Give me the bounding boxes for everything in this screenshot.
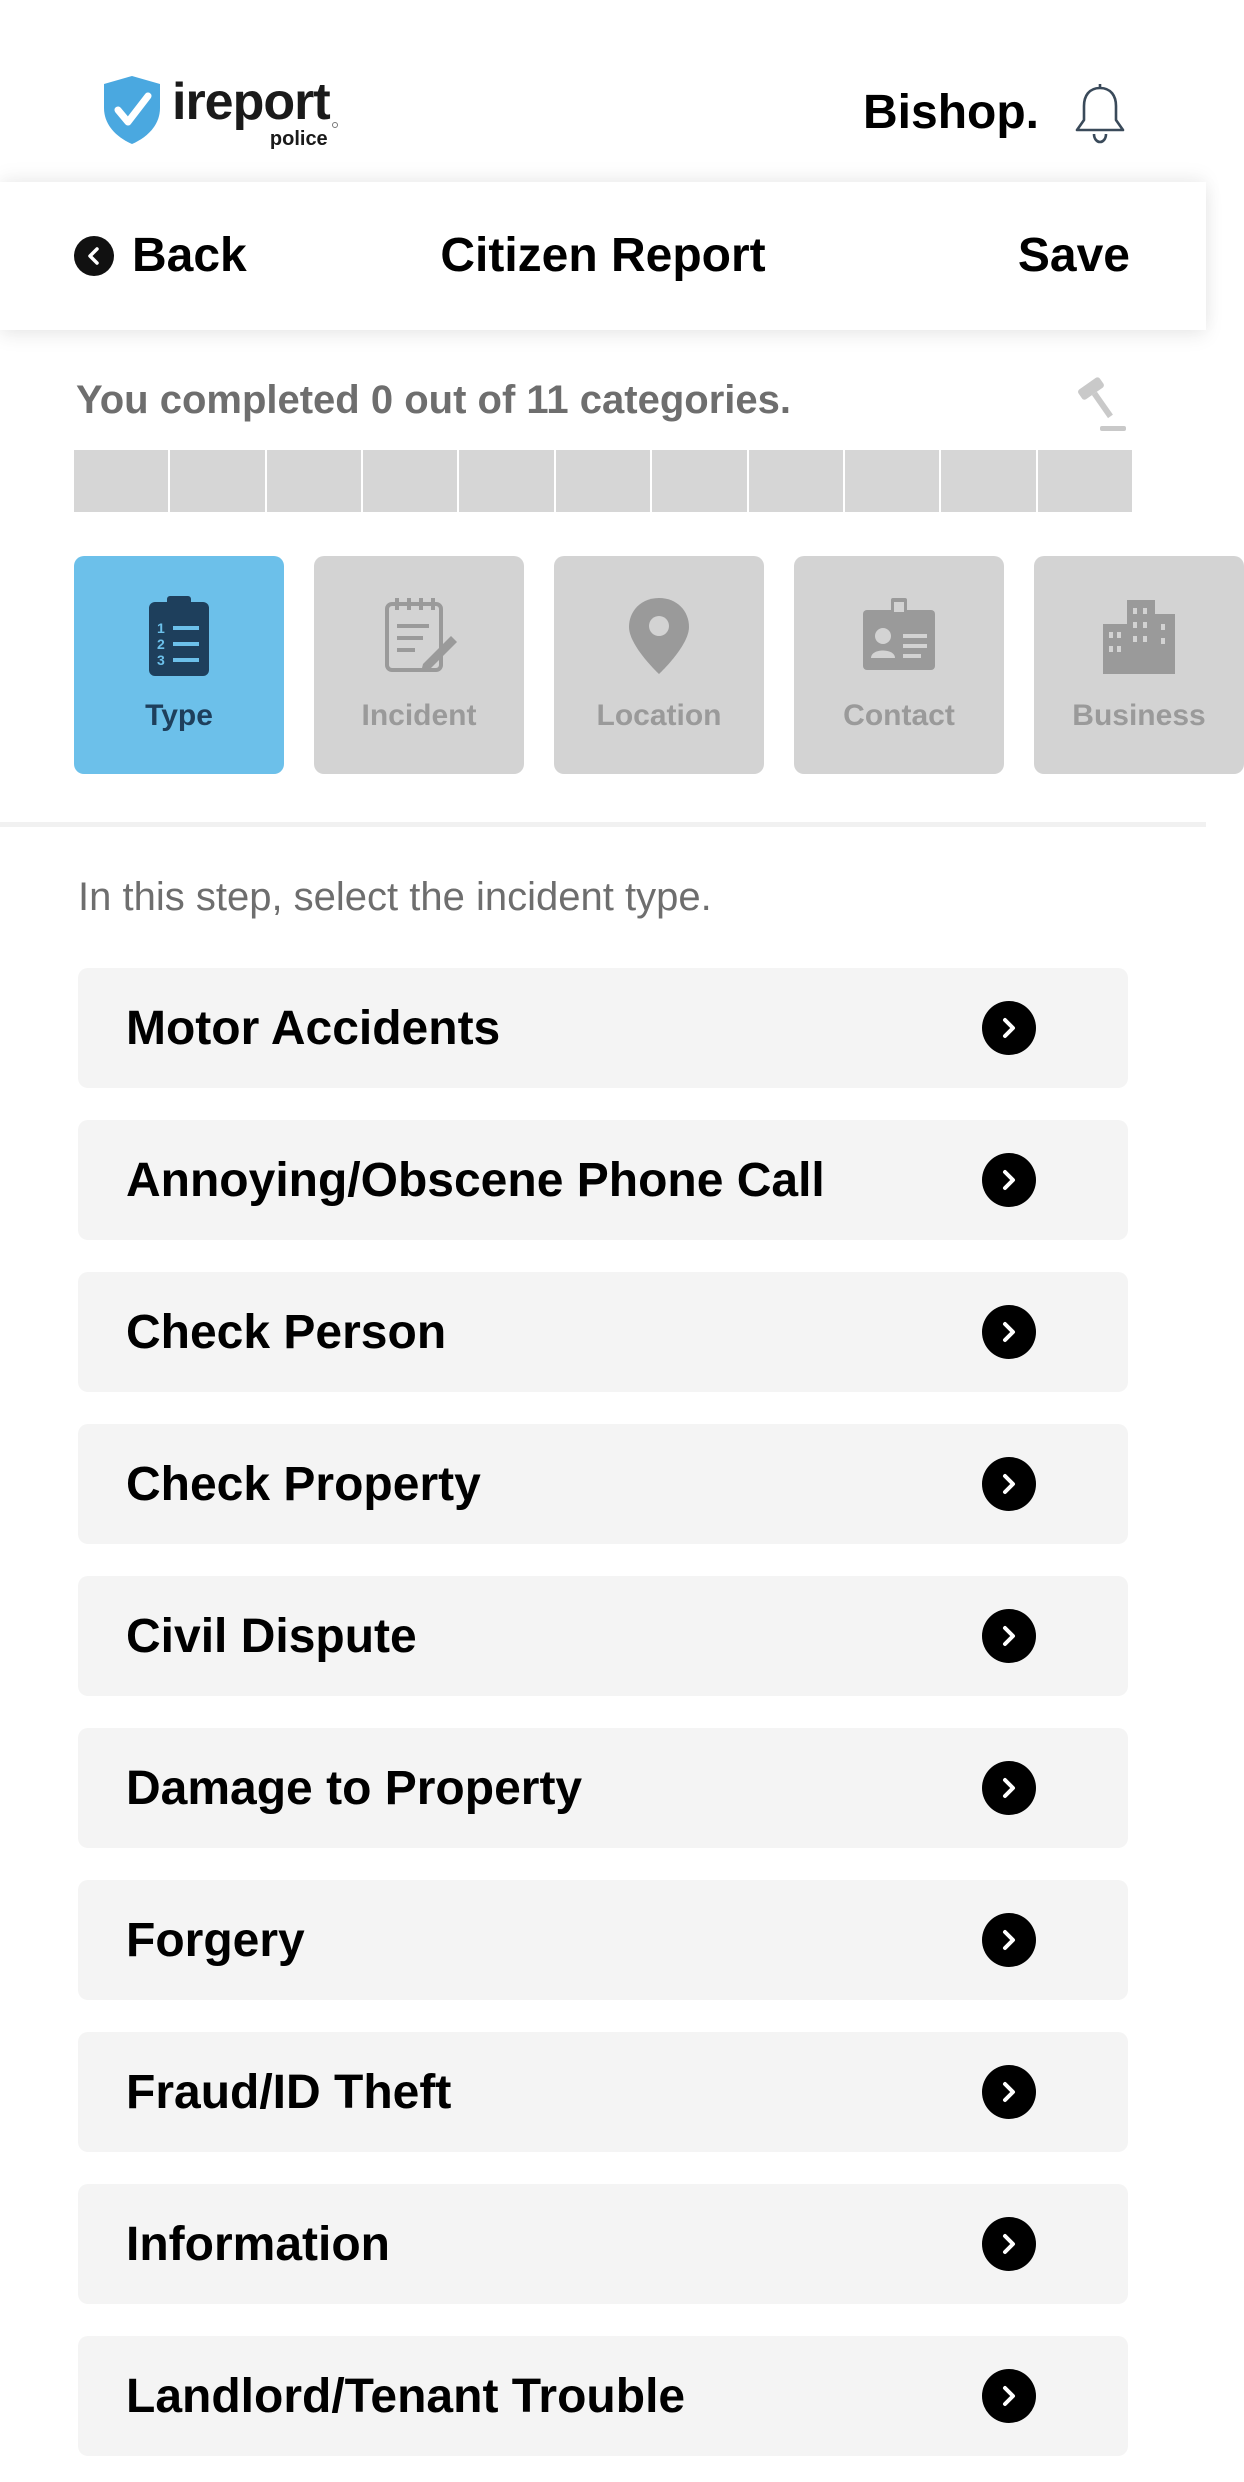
step-label: Type	[145, 699, 213, 732]
step-tabs	[74, 556, 1206, 776]
step-tab-incident[interactable]	[314, 556, 524, 774]
incident-type-list	[78, 968, 1128, 2423]
page-title: Citizen Report	[440, 229, 766, 282]
incident-type-item[interactable]	[78, 2184, 1128, 2304]
progress-segment	[941, 450, 1037, 512]
numbered-list-icon	[139, 594, 219, 683]
incident-type-label: Motor Accidents	[126, 1001, 501, 1055]
logo-subtitle: police	[269, 128, 328, 150]
progress-segment	[1038, 450, 1132, 512]
notepad-pencil-icon	[379, 594, 459, 683]
id-card-icon	[859, 594, 939, 683]
app-header	[0, 0, 1206, 182]
incident-type-label: Check Person	[126, 1305, 447, 1359]
step-tab-type[interactable]	[74, 556, 284, 774]
incident-type-label: Forgery	[126, 1913, 305, 1967]
progress-segment	[749, 450, 845, 512]
incident-type-item[interactable]	[78, 1728, 1128, 1848]
incident-type-item[interactable]	[78, 1272, 1128, 1392]
incident-type-item[interactable]	[78, 968, 1128, 1088]
divider	[0, 822, 1206, 827]
svg-text:2: 2	[157, 636, 165, 652]
username[interactable]: Bishop.	[863, 86, 1039, 139]
buildings-icon	[1099, 594, 1179, 683]
progress-bar	[74, 450, 1132, 512]
incident-type-label: Civil Dispute	[126, 1609, 417, 1663]
incident-type-label: Landlord/Tenant Trouble	[126, 2369, 686, 2423]
incident-type-label: Damage to Property	[126, 1761, 583, 1815]
progress-segment	[74, 450, 170, 512]
chevron-right-icon	[982, 1609, 1036, 1663]
step-instruction: In this step, select the incident type.	[78, 875, 712, 919]
incident-type-label: Fraud/ID Theft	[126, 2065, 452, 2119]
chevron-right-icon	[982, 1001, 1036, 1055]
svg-text:1: 1	[157, 620, 165, 636]
incident-type-label: Information	[126, 2217, 390, 2271]
step-tab-business[interactable]	[1034, 556, 1244, 774]
incident-type-label: Annoying/Obscene Phone Call	[126, 1153, 825, 1207]
incident-type-item[interactable]	[78, 2032, 1128, 2152]
step-label: Contact	[843, 699, 955, 732]
step-tab-location[interactable]	[554, 556, 764, 774]
incident-type-item[interactable]	[78, 1576, 1128, 1696]
svg-text:3: 3	[157, 652, 165, 668]
progress-segment	[652, 450, 748, 512]
chevron-right-icon	[982, 2369, 1036, 2423]
chevron-right-icon	[982, 1153, 1036, 1207]
step-tab-contact[interactable]	[794, 556, 1004, 774]
chevron-right-icon	[982, 2217, 1036, 2271]
location-pin-icon	[619, 594, 699, 683]
chevron-right-icon	[982, 1913, 1036, 1967]
chevron-right-icon	[982, 1761, 1036, 1815]
logo-wordmark: ireport	[172, 73, 330, 131]
back-label: Back	[132, 229, 247, 282]
incident-type-item[interactable]	[78, 2336, 1128, 2456]
shield-check-icon	[100, 74, 164, 146]
chevron-right-icon	[982, 2065, 1036, 2119]
incident-type-item[interactable]	[78, 1880, 1128, 2000]
incident-type-item[interactable]	[78, 1120, 1128, 1240]
progress-segment	[845, 450, 941, 512]
step-label: Incident	[361, 699, 477, 732]
save-button[interactable]: Save	[1017, 229, 1130, 282]
ireport-logo	[100, 73, 338, 150]
step-label: Business	[1072, 699, 1206, 732]
chevron-right-icon	[982, 1305, 1036, 1359]
step-label: Location	[596, 699, 722, 732]
progress-segment	[459, 450, 555, 512]
bell-icon[interactable]	[1072, 82, 1128, 146]
gavel-icon[interactable]	[1066, 370, 1132, 436]
progress-text: You completed 0 out of 11 categories.	[76, 378, 791, 422]
progress-segment	[363, 450, 459, 512]
progress-segment	[556, 450, 652, 512]
progress-segment	[170, 450, 266, 512]
incident-type-item[interactable]	[78, 1424, 1128, 1544]
chevron-right-icon	[982, 1457, 1036, 1511]
navigation-bar	[0, 182, 1206, 330]
progress-segment	[267, 450, 363, 512]
incident-type-label: Check Property	[126, 1457, 481, 1511]
